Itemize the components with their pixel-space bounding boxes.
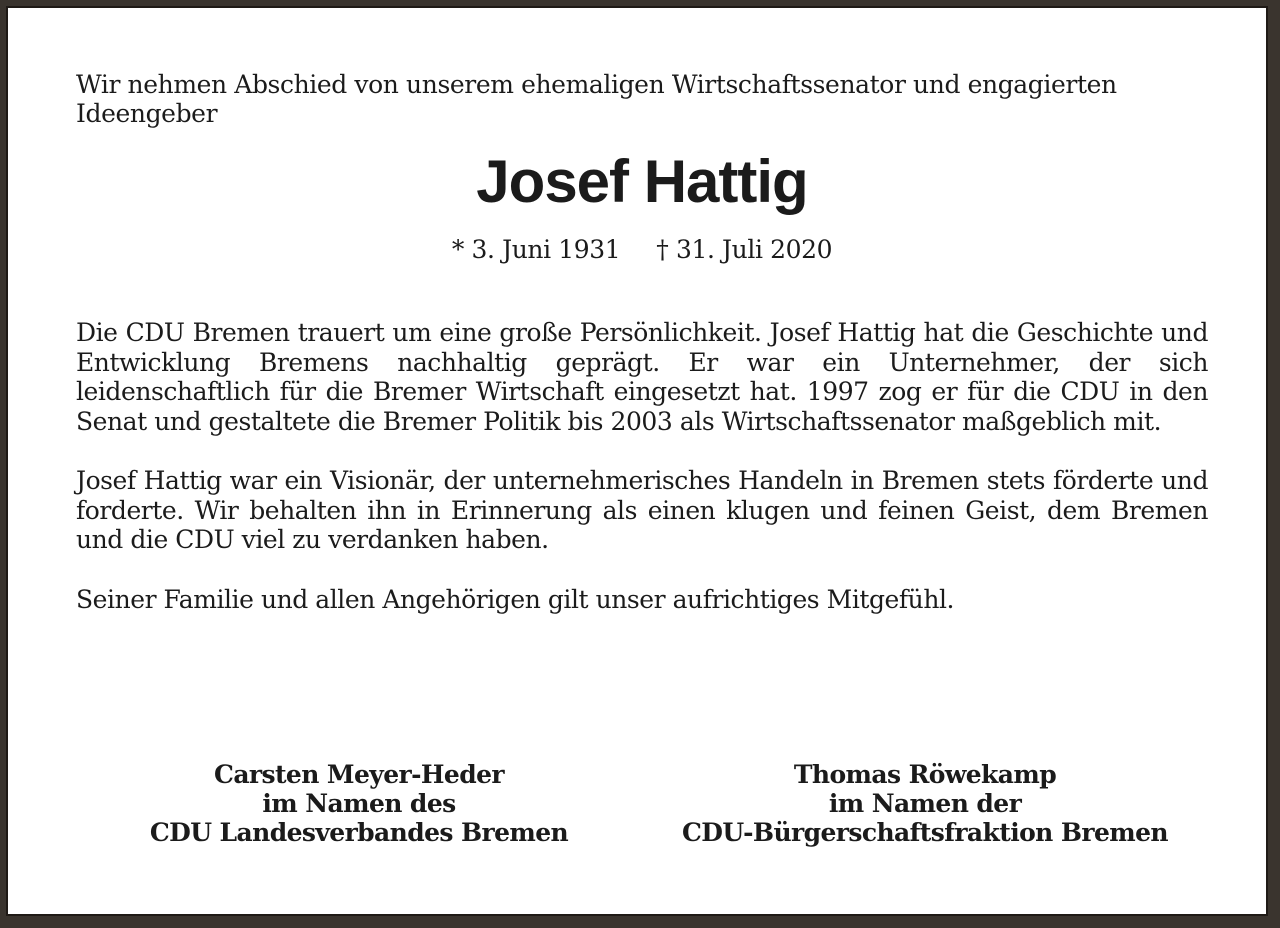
obituary-notice — [6, 6, 1268, 916]
paragraph-condolence: Seiner Familie und allen Angehörigen gilt unser aufrichtiges Mitgefühl. — [76, 584, 955, 614]
signer-name: Thomas Röwekamp — [793, 760, 1057, 789]
signer-role: im Namen der — [828, 789, 1022, 818]
signer-role: im Namen des — [262, 789, 456, 818]
signature-left — [76, 760, 642, 847]
signer-name: Carsten Meyer-Heder — [214, 760, 504, 789]
deceased-name: Josef Hattig — [476, 148, 808, 215]
birth-date: * 3. Juni 1931 — [451, 235, 621, 264]
paragraph-visionary: Josef Hattig war ein Visionär, der unternehmerisches Handeln in Bremen stets förderte und forderte. Wir behalten ihn in Erinnerung als einen klugen und feinen Geist, dem Bremen und die CDU viel zu verdanken haben. — [76, 466, 1208, 554]
signature-block — [76, 760, 1208, 860]
notice-body — [76, 70, 1208, 614]
signature-right — [642, 760, 1208, 847]
signer-organization: CDU-Bürgerschaftsfraktion Bremen — [682, 818, 1168, 847]
death-date: † 31. Juli 2020 — [656, 235, 833, 264]
paragraph-tribute: Die CDU Bremen trauert um eine große Persönlichkeit. Josef Hattig hat die Geschichte und Entwicklung Bremens nachhaltig geprägt. Er war ein Unternehmer, der sich leidenschaftlich für die Bremer Wirtschaft eingesetzt hat. 1997 zog er für die CDU in den Senat und gestaltete die Bremer Politik bis 2003 als Wirtschaftssenator maßgeblich mit. — [76, 318, 1208, 436]
signer-organization: CDU Landesverbandes Bremen — [149, 818, 569, 847]
intro-text: Wir nehmen Abschied von unserem ehemaligen Wirtschaftssenator und engagierten Ideengeber — [76, 70, 1117, 128]
life-dates — [76, 234, 1208, 266]
